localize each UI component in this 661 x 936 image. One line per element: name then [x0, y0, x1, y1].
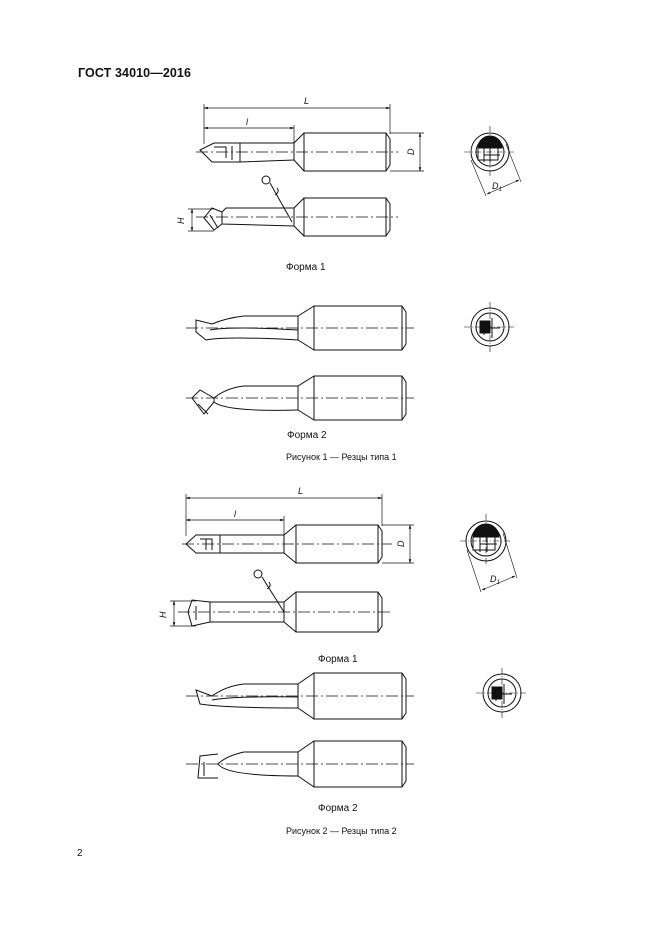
fig1-dim-l: l: [246, 117, 248, 127]
fig1-dim-L: L: [304, 96, 310, 106]
fig2-form2-end-view: [476, 668, 528, 718]
fig2-form2-side-view: [186, 741, 414, 787]
fig2-form1-caption: Форма 1: [318, 654, 358, 665]
fig1-form2-end-view: [464, 302, 516, 352]
fig2-form1-side-view: [170, 570, 392, 632]
fig1-form2-top-view: [186, 306, 414, 350]
fig2-form1-end-view: [460, 514, 517, 592]
fig1-form2-caption: Форма 2: [287, 430, 327, 441]
fig1-form1-top-view: [196, 104, 424, 171]
figure1-caption: Рисунок 1 — Резцы типа 1: [286, 452, 397, 462]
fig1-form1-side-view: [188, 176, 398, 236]
fig1-dim-D: D: [406, 148, 416, 155]
page-number: 2: [77, 848, 83, 859]
document-header: ГОСТ 34010—2016: [78, 66, 192, 80]
fig2-form1-top-view: [182, 494, 414, 563]
fig1-form2-side-view: [186, 376, 414, 420]
fig2-form2-top-view: [186, 673, 414, 719]
fig1-dim-D1: $D_1$: [492, 181, 502, 193]
fig2-dim-H: H: [158, 611, 168, 618]
fig2-dim-l: l: [234, 509, 236, 519]
figure2-caption: Рисунок 2 — Резцы типа 2: [286, 826, 397, 836]
fig2-dim-L: L: [298, 486, 304, 496]
fig1-form1-caption: Форма 1: [286, 262, 326, 273]
fig1-dim-H: H: [176, 217, 186, 224]
fig2-dim-D1: $D_1$: [490, 574, 500, 586]
fig2-dim-D: D: [396, 540, 406, 547]
fig2-form2-caption: Форма 2: [318, 803, 358, 814]
